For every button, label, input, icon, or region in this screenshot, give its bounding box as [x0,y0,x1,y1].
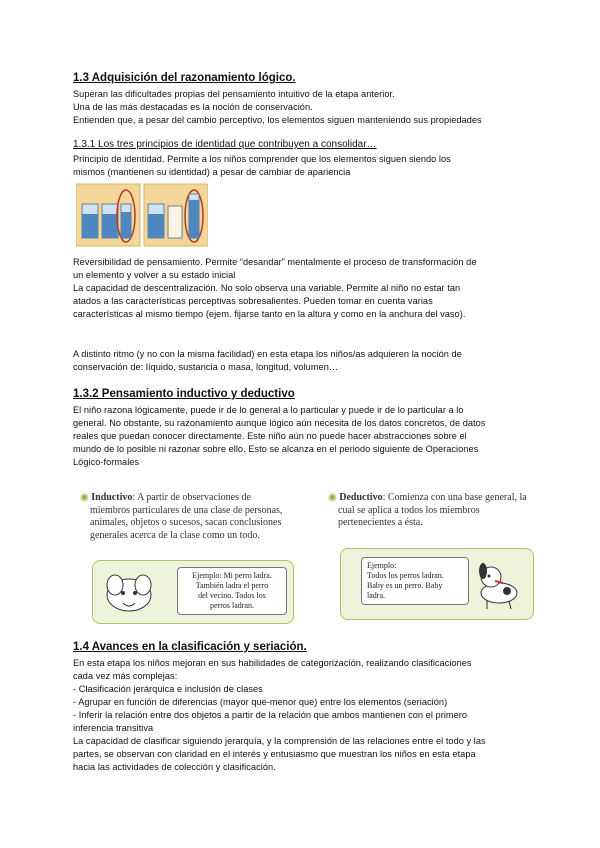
paragraph-line: - Agrupar en función de diferencias (mayor que-menor que) entre los elementos (seriación) [73,697,448,707]
section-heading-1-4: 1.4 Avances en la clasificación y seriación. [73,641,307,653]
paragraph-line: La capacidad de clasificar siguiendo jerarquía, y la comprensión de las relaciones entre el todo y las [73,736,486,746]
bullet-icon: ◉ [80,492,89,503]
paragraph-line: mundo de lo posible ni razonar sobre ello. Esto se alcanza en el periodo siguiente de Operaciones [73,444,479,454]
paragraph-line: inferencia transitiva [73,723,154,733]
paragraph-line: partes, se observan con claridad en el interés y entusiasmo que muestran los niños en esta etapa [73,749,476,759]
paragraph-line: hacia las actividades de colección y clasificación. [73,762,276,772]
paragraph-line: general. No obstante, su razonamiento aunque lógico aún necesita de los datos concretos, de datos [73,418,486,428]
paragraph-line: Una de las más destacadas es la noción de conservación. [73,102,313,112]
paragraph-line: Lógico-formales [73,457,140,467]
paragraph-line: - Inferir la relación entre dos objetos a partir de la relación que ambos mantienen con el primero [73,710,468,720]
paragraph-line: A distinto ritmo (y no con la misma facilidad) en esta etapa los niños/as adquieren la noción de [73,349,462,359]
inductivo-label: Inductivo [91,492,133,503]
paragraph-line: Principio de identidad. Permite a los niños comprender que los elementos siguen siendo los [73,154,451,164]
paragraph-line: cada vez más complejas: [73,671,178,681]
paragraph-line: - Clasificación jerárquica e inclusión de clases [73,684,263,694]
paragraph-line: El niño razona lógicamente, puede ir de lo general a lo particular y puede ir de lo particular a lo [73,405,464,415]
bullet-icon: ◉ [328,492,337,503]
deductivo-definition: ◉ Deductivo: Comienza con una base general, la cual se aplica a todos los miembros pertenecientes a ésta. [328,492,527,528]
paragraph-line: La capacidad de descentralización. No solo observa una variable. Permite al niño no estar tan [73,283,461,293]
paragraph-line: Reversibilidad de pensamiento. Permite “desandar” mentalmente el proceso de transformación de [73,257,477,267]
subsection-heading-1-3-1: 1.3.1 Los tres principios de identidad que contribuyen a consolidar… [73,139,377,150]
paragraph-line: un elemento y volver a su estado inicial [73,270,236,280]
deductivo-label: Deductivo [339,492,383,503]
deductivo-example-bubble: Ejemplo: Todos los perros ladran. Baby es un perro. Baby ladra. [361,557,469,605]
inductivo-definition: ◉ Inductivo: A partir de observaciones de miembros particulares de una clase de personas, animales, objetos o sucesos, sacan conclusiones generales acerca de la clase como un todo. [80,492,283,541]
subsection-heading-1-3-2: 1.3.2 Pensamiento inductivo y deductivo [73,388,295,400]
dog-icon [469,555,527,613]
liquid-conservation-illustration [76,182,208,248]
inductivo-example-box [92,560,294,624]
paragraph-line: reales que puedan conocer directamente. Este niño aún no puede hacer abstracciones sobre el [73,431,467,441]
dog-bark-icon [99,567,161,617]
paragraph-line: mismos (mantienen su identidad) a pesar de cambiar de apariencia [73,167,351,177]
paragraph-line: conservación de: líquido, sustancia o masa, longitud, volumen… [73,362,339,372]
inductivo-example-bubble: Ejemplo: Mi perro ladra. También ladra el perro del vecino. Todos los perros ladran. [177,567,287,615]
paragraph-line: características al mismo tiempo (ejem. fijarse tanto en la altura y como en la anchura del vaso). [73,309,466,319]
paragraph-line: Superan las dificultades propias del pensamiento intuitivo de la etapa anterior. [73,89,395,99]
deductivo-example-box [340,548,534,620]
paragraph-line: En esta etapa los niños mejoran en sus habilidades de categorización, realizando clasificaciones [73,658,472,668]
section-heading-1-3: 1.3 Adquisición del razonamiento lógico. [73,72,296,84]
paragraph-line: atados a las características perceptivas sobresalientes. Pueden tomar en cuenta varias [73,296,433,306]
paragraph-line: Entienden que, a pesar del cambio perceptivo, los elementos siguen manteniendo sus propiedades [73,115,482,125]
